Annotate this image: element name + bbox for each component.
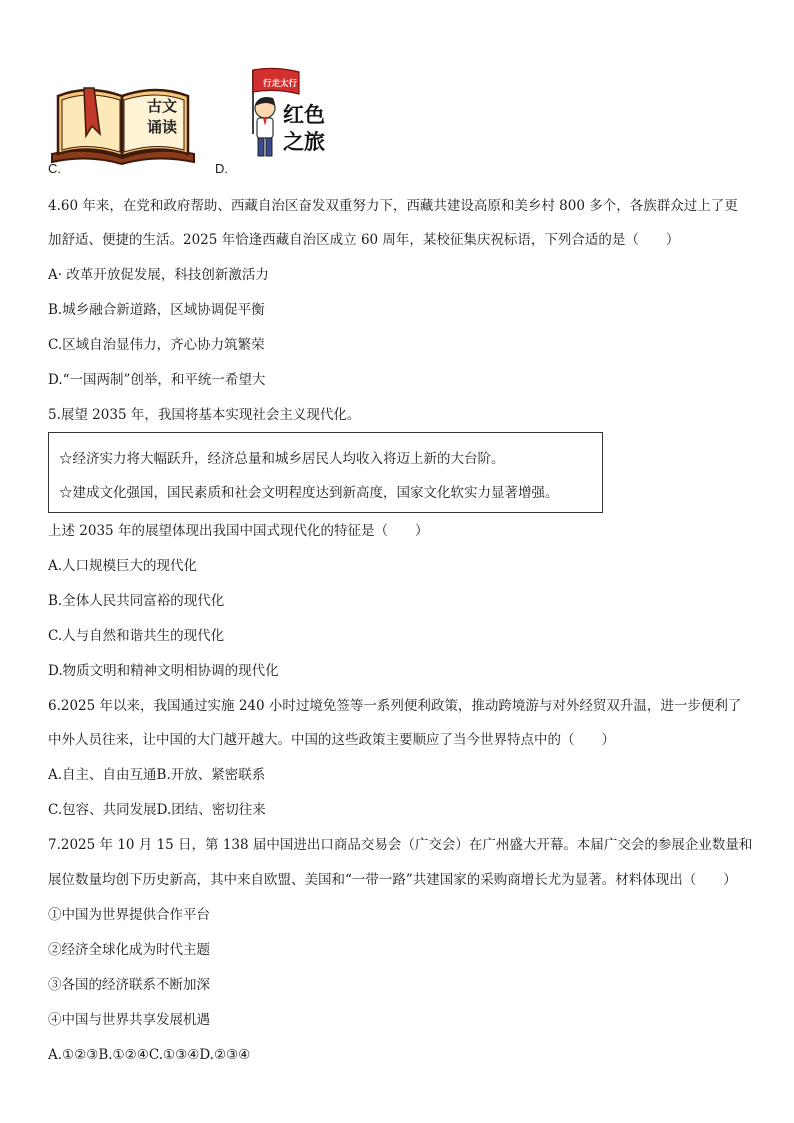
red-tour-title-line1: 红色: [283, 103, 325, 127]
q4-stem-line1: 4.60 年来，在党和政府帮助、西藏自治区奋发双重努力下，西藏共建设高原和美乡村 800 多个，各族群众过上了更: [48, 198, 738, 214]
q6-stem-line2: 中外人员往来，让中国的大门越开越大。中国的这些政策主要顺应了当今世界特点中的（ ）: [48, 732, 615, 748]
option-c-image: [48, 74, 198, 170]
book-text-line1: 古文: [146, 97, 177, 115]
option-d-image: [215, 64, 345, 168]
option-c-letter: C.: [48, 161, 61, 176]
red-tour-title-line2: 之旅: [283, 130, 325, 154]
q5-option-b: B.全体人民共同富裕的现代化: [48, 593, 225, 609]
q5-option-a: A.人口规模巨大的现代化: [48, 558, 198, 574]
flag-text: 行走太行: [262, 79, 297, 89]
q5-option-c: C.人与自然和谐共生的现代化: [48, 628, 225, 644]
q7-item2: ②经济全球化成为时代主题: [48, 942, 210, 958]
q5-box-line1: ☆经济实力将大幅跃升，经济总量和城乡居民人均收入将迈上新的大台阶。: [59, 451, 505, 467]
q5-question: 上述 2035 年的展望体现出我国中国式现代化的特征是（ ）: [48, 523, 429, 539]
q7-item1: ①中国为世界提供合作平台: [48, 907, 210, 923]
q7-stem-line1: 7.2025 年 10 月 15 日，第 138 届中国进出口商品交易会（广交会）在广州盛大开幕。本届广交会的参展企业数量和: [48, 837, 753, 853]
q5-option-d: D.物质文明和精神文明相协调的现代化: [48, 663, 279, 679]
q4-option-d: D.“一国两制”创举，和平统一希望大: [48, 372, 266, 388]
option-d-letter: D.: [215, 161, 228, 176]
q4-option-b: B.城乡融合新道路，区域协调促平衡: [48, 302, 265, 318]
q4-stem-line2: 加舒适、便捷的生活。2025 年恰逢西藏自治区成立 60 周年，某校征集庆祝标语，下列合适的是（ ）: [48, 232, 680, 248]
q5-box-line2: ☆建成文化强国，国民素质和社会文明程度达到新高度，国家文化软实力显著增强。: [59, 485, 559, 501]
q7-item3: ③各国的经济联系不断加深: [48, 977, 210, 993]
q7-stem-line2: 展位数量均创下历史新高，其中来自欧盟、美国和“一带一路”共建国家的采购商增长尤为显著。材料体现出（ ）: [48, 872, 737, 888]
q6-options-cd: C.包容、共同发展D.团结、密切往来: [48, 802, 266, 818]
q5-material-box: [48, 432, 603, 513]
q5-stem: 5.展望 2035 年，我国将基本实现社会主义现代化。: [48, 407, 361, 423]
q6-options-ab: A.自主、自由互通B.开放、紧密联系: [48, 767, 266, 783]
q7-item4: ④中国与世界共享发展机遇: [48, 1012, 210, 1028]
q6-stem-line1: 6.2025 年以来，我国通过实施 240 小时过境免签等一系列便利政策，推动跨境游与对外经贸双升温，进一步便利了: [48, 698, 742, 714]
q4-option-a: A· 改革开放促发展，科技创新激活力: [48, 267, 269, 283]
book-text-line2: 诵读: [146, 118, 177, 136]
q7-options: A.①②③B.①②④C.①③④D.②③④: [48, 1047, 251, 1063]
q4-option-c: C.区域自治显伟力，齐心协力筑繁荣: [48, 337, 265, 353]
